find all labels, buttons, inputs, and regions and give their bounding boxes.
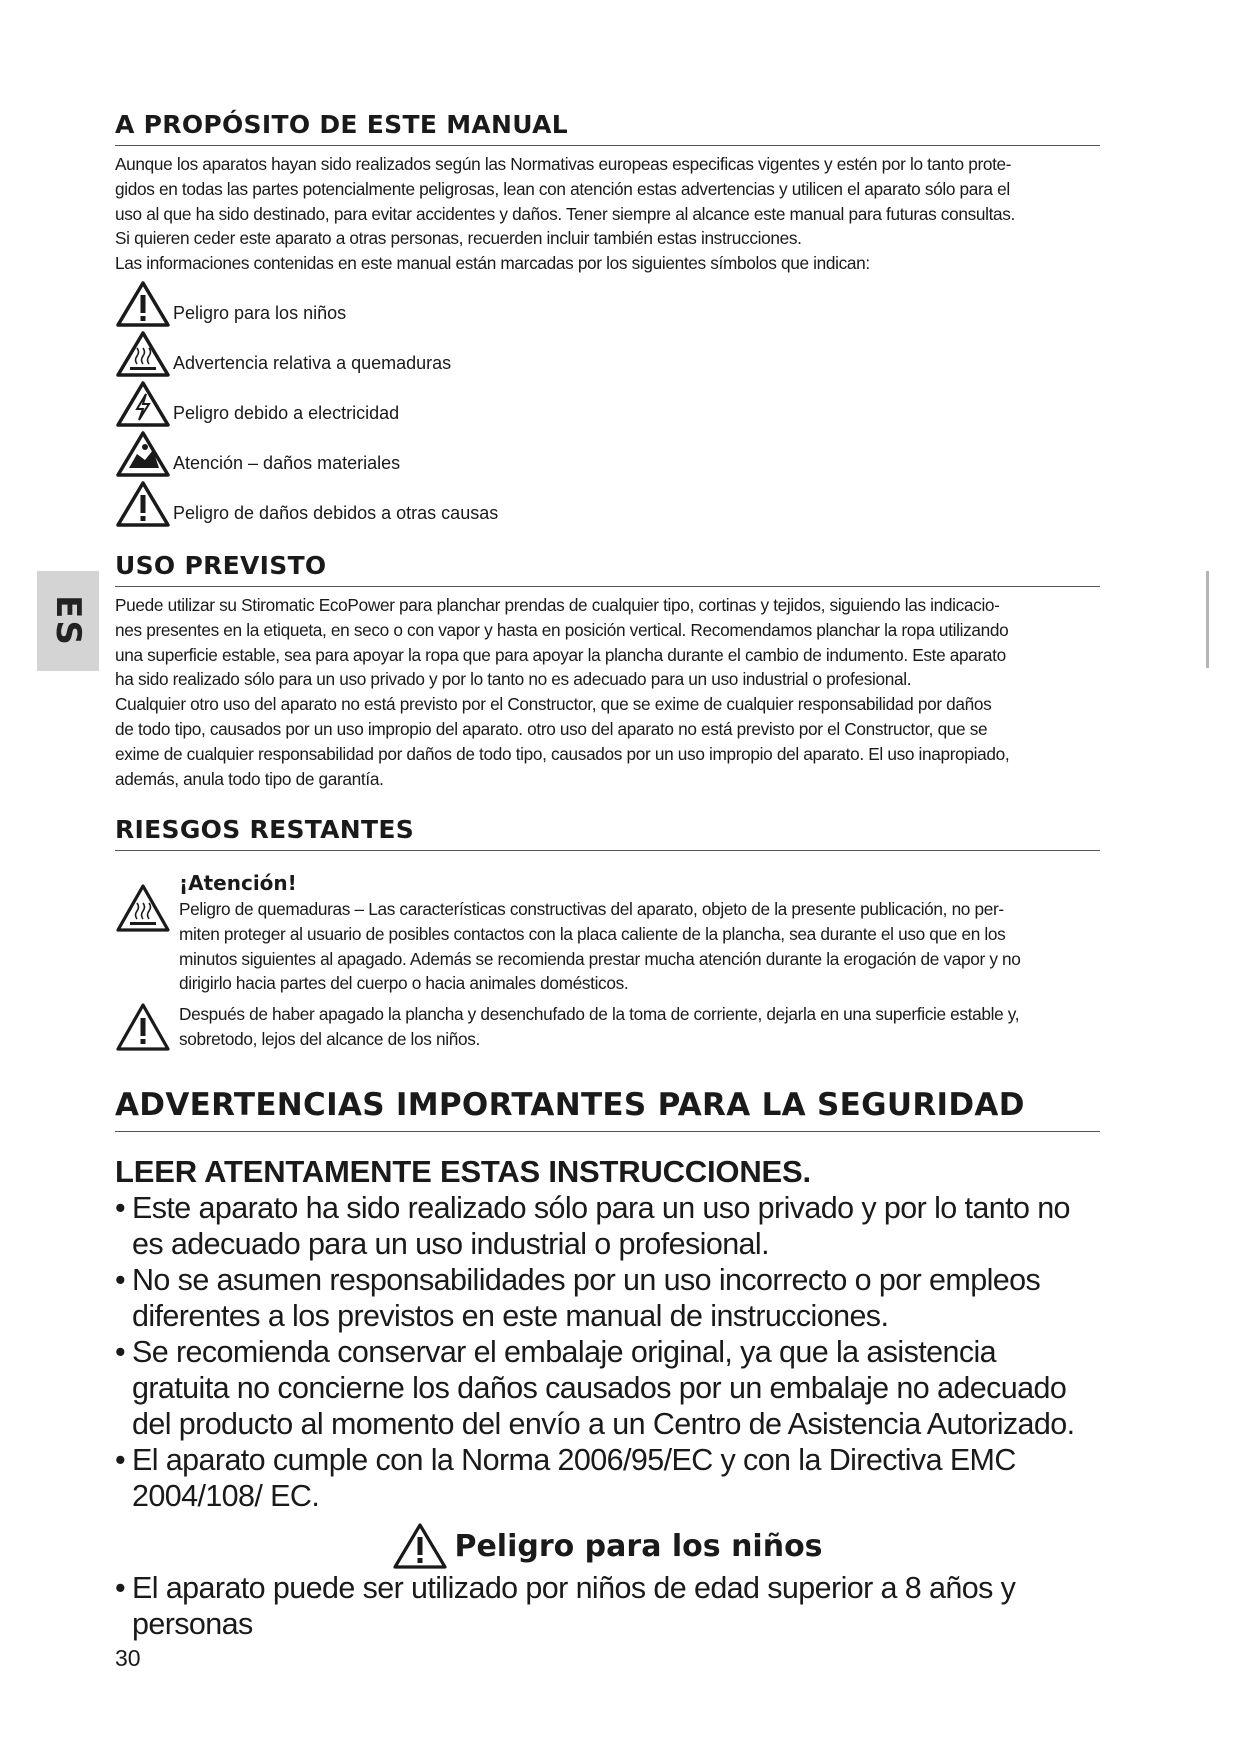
- paragraph-line: Puede utilizar su Stiromatic EcoPower para planchar prendas de cualquier tipo, cortinas y tejidos, siguiendo las indicacio-: [115, 595, 1000, 615]
- section-about: [115, 110, 1100, 528]
- paragraph-line: dirigirlo hacia partes del cuerpo o hacia animales domésticos.: [179, 973, 629, 994]
- symbol-label: Peligro de daños debidos a otras causas: [173, 502, 499, 523]
- section-about-title: A PROPÓSITO DE ESTE MANUAL: [115, 110, 1100, 146]
- symbol-item: [115, 478, 1100, 528]
- paragraph-line: Cualquier otro uso del aparato no está previsto por el Constructor, que se exime de cualquier responsabilidad por daños: [115, 694, 992, 715]
- section-use: [115, 551, 1100, 791]
- symbol-label: Advertencia relativa a quemaduras: [173, 352, 452, 373]
- warning-exclamation-icon: [115, 280, 171, 328]
- symbol-item: [115, 378, 1100, 428]
- paragraph-line: ha sido realizado sólo para un uso privado y por lo tanto no es adecuado para un uso industrial o profesional.: [115, 669, 912, 690]
- list-item: • Este aparato ha sido realizado sólo para un uso privado y por lo tanto no es adecuado para un uso industrial o profesional.: [115, 1190, 1100, 1262]
- safety-list: [115, 1190, 1100, 1514]
- paragraph-line: gidos en todas las partes potencialmente peligrosas, lean con atención estas advertencias y utilicen el aparato sólo para el: [115, 178, 1010, 199]
- paragraph-line: una superficie estable, sea para apoyar la ropa que para apoyar la plancha durante el cambio de indumento. Este aparato: [115, 644, 1006, 665]
- paragraph-line: Después de haber apagado la plancha y desenchufado de la toma de corriente, dejarla en una superficie estable y,: [179, 1004, 1020, 1025]
- paragraph-line: minutos siguientes al apagado. Además se recomienda prestar mucha atención durante la erogación de vapor y no: [179, 948, 1021, 969]
- section-about-body: [115, 152, 1100, 276]
- warning-burn-icon: [115, 883, 171, 933]
- warning-exclamation-icon: [392, 1522, 448, 1570]
- section-use-title: USO PREVISTO: [115, 551, 1100, 587]
- section-safety-subtitle: LEER ATENTAMENTE ESTAS INSTRUCCIONES.: [115, 1154, 811, 1189]
- language-tab: [37, 571, 99, 671]
- paragraph-line: además, anula todo tipo de garantía.: [115, 768, 384, 789]
- children-heading-label: Peligro para los niños: [454, 1528, 823, 1564]
- paragraph-line: de todo tipo, causados por un uso impropio del aparato. otro uso del aparato no está previsto por el Constructor, que se: [115, 718, 988, 739]
- paragraph-line: Peligro de quemaduras – Las características constructivas del aparato, objeto de la presente publicación, no per-: [179, 899, 1004, 919]
- children-heading: [115, 1522, 1100, 1570]
- symbol-legend: [115, 278, 1100, 528]
- symbol-item: [115, 328, 1100, 378]
- paragraph-line: miten proteger al usuario de posibles contactos con la placa caliente de la plancha, sea durante el uso que en los: [179, 923, 1006, 944]
- symbol-item: [115, 278, 1100, 328]
- warning-exclamation-icon: [115, 1002, 171, 1052]
- risk-general: [115, 1002, 1100, 1052]
- attention-label: ¡Atención!: [179, 871, 297, 895]
- symbol-label: Peligro debido a electricidad: [173, 402, 400, 423]
- list-item: • El aparato puede ser utilizado por niños de edad superior a 8 años y personas: [115, 1570, 1100, 1642]
- section-use-body: [115, 593, 1100, 791]
- warning-exclamation-icon: [115, 480, 171, 528]
- section-risks: [115, 815, 1100, 1052]
- list-item: • No se asumen responsabilidades por un uso incorrecto o por empleos diferentes a los previstos en este manual de instrucciones.: [115, 1262, 1100, 1334]
- risk-burn: [115, 871, 1100, 996]
- risk-general-text: [179, 1002, 1036, 1052]
- paragraph-line: uso al que ha sido destinado, para evitar accidentes y daños. Tener siempre al alcance este manual para futuras consultas.: [115, 203, 1016, 224]
- list-item: • El aparato cumple con la Norma 2006/95/EC y con la Directiva EMC 2004/108/ EC.: [115, 1442, 1100, 1514]
- warning-burn-icon: [115, 330, 171, 378]
- page-number: 30: [115, 1645, 141, 1671]
- paragraph-line: nes presentes en la etiqueta, en seco o con vapor y hasta en posición vertical. Recomendamos planchar la ropa utilizando: [115, 619, 1009, 640]
- list-item: • Se recomienda conservar el embalaje original, ya que la asistencia gratuita no concierne los daños causados por un embalaje no adecuado del producto al momento del envío a un Centro de Asistencia Autorizado.: [115, 1334, 1100, 1442]
- warning-material-damage-icon: [115, 430, 171, 478]
- children-list: [115, 1570, 1100, 1642]
- warning-electricity-icon: [115, 380, 171, 428]
- section-safety: [115, 1087, 1100, 1642]
- symbol-label: Atención – daños materiales: [173, 452, 401, 473]
- paragraph-line: sobretodo, lejos del alcance de los niños.: [179, 1028, 480, 1049]
- paragraph-line: exime de cualquier responsabilidad por daños de todo tipo, causados por un uso impropio del aparato. El uso inapropiado,: [115, 743, 1010, 764]
- symbol-item: [115, 428, 1100, 478]
- paragraph-line: Si quieren ceder este aparato a otras personas, recuerden incluir también estas instrucciones.: [115, 228, 802, 249]
- symbol-label: Peligro para los niños: [173, 302, 347, 323]
- language-tab-label: ES: [48, 595, 88, 647]
- risk-burn-text: [179, 871, 1038, 996]
- paragraph-line: Aunque los aparatos hayan sido realizados según las Normativas europeas especificas vigentes y estén por lo tanto prote-: [115, 154, 1012, 174]
- section-risks-title: RIESGOS RESTANTES: [115, 815, 1100, 851]
- paragraph-line: Las informaciones contenidas en este manual están marcadas por los siguientes símbolos que indican:: [115, 253, 870, 274]
- section-safety-title: ADVERTENCIAS IMPORTANTES PARA LA SEGURIDAD: [115, 1087, 1100, 1132]
- edge-marker: [1206, 571, 1209, 668]
